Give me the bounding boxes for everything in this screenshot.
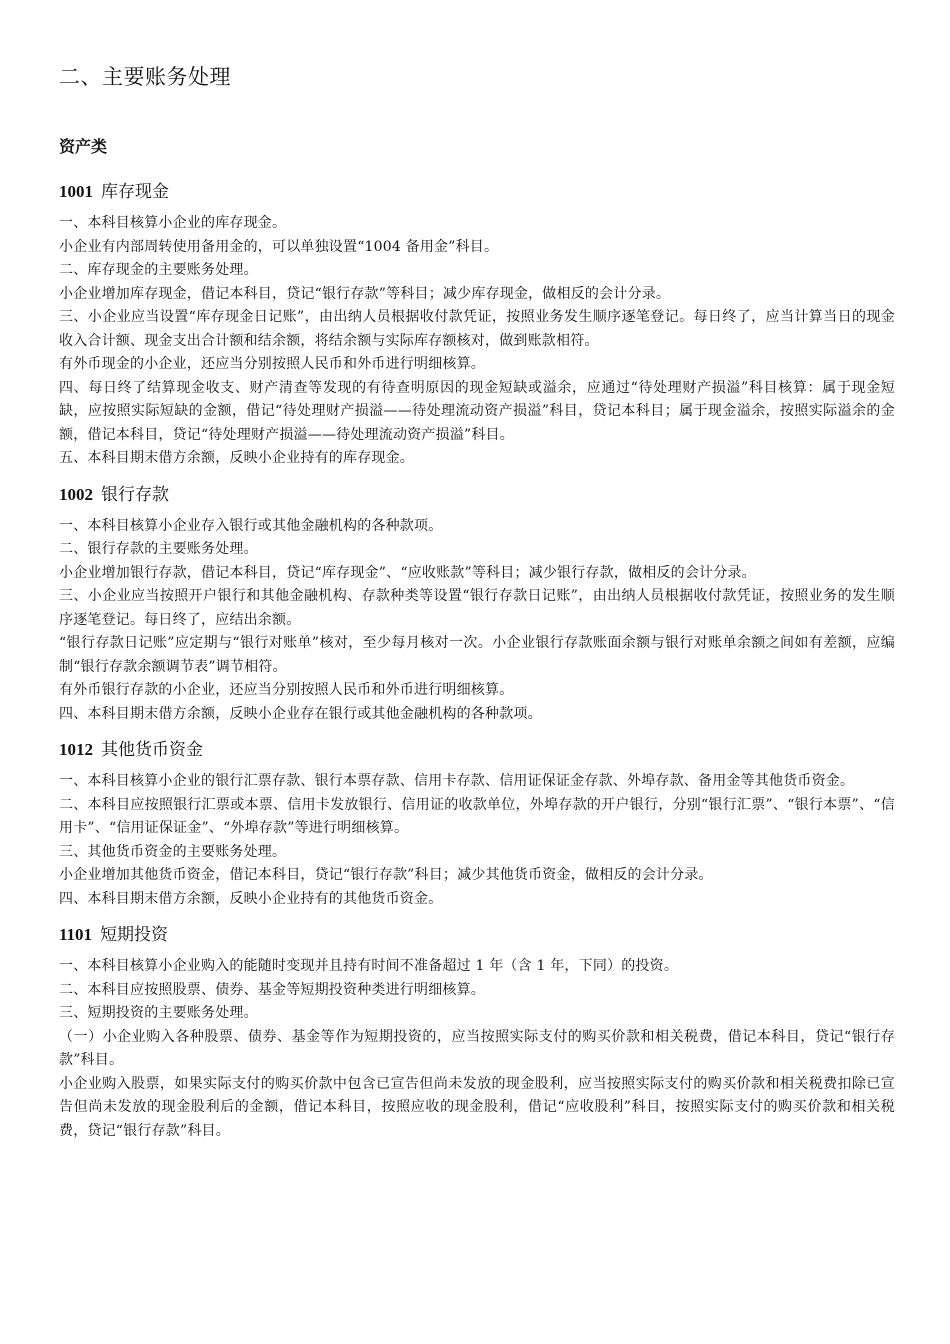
section-1001 — [59, 179, 895, 471]
account-name: 短期投资 — [100, 925, 169, 945]
section-title — [59, 179, 895, 205]
paragraph: 二、银行存款的主要账务处理。 — [59, 541, 258, 557]
section-1101 — [59, 922, 895, 1143]
paragraph: 三、小企业应当按照开户银行和其他金融机构、存款种类等设置“银行存款日记账”，由出纳人员根据收付款凭证，按照业务的发生顺序逐笔登记。每日终了，应结出余额。 — [59, 588, 895, 628]
paragraph: “银行存款日记账”应定期与“银行对账单”核对，至少每月核对一次。小企业银行存款账面余额与银行对账单余额之间如有差额，应编制“银行存款余额调节表”调节相符。 — [59, 635, 895, 675]
account-code: 1002 — [59, 484, 93, 504]
account-code: 1101 — [59, 925, 93, 944]
paragraph: 三、小企业应当设置“库存现金日记账”，由出纳人员根据收付款凭证，按照业务发生顺序逐笔登记。每日终了，应当计算当日的现金收入合计额、现金支出合计额和结余额，将结余额与实际库存额核对，做到账款相符。 — [59, 309, 895, 349]
paragraph: 二、本科目应按照银行汇票或本票、信用卡发放银行、信用证的收款单位，外埠存款的开户银行，分别“银行汇票”、“银行本票”、“信用卡”、“信用证保证金”、“外埠存款”等进行明细核算。 — [59, 796, 895, 836]
section-title — [59, 922, 895, 948]
account-name: 银行存款 — [101, 484, 169, 505]
category-heading: 资产类 — [59, 137, 108, 156]
section-1012 — [59, 737, 895, 911]
document-title: 二、主要账务处理 — [59, 65, 231, 89]
paragraph: 四、本科目期末借方余额，反映小企业存在银行或其他金融机构的各种款项。 — [59, 705, 542, 722]
paragraph: 小企业增加其他货币资金，借记本科目，贷记“银行存款”科目；减少其他货币资金，做相反的会计分录。 — [59, 867, 713, 883]
section-title — [59, 482, 895, 508]
section-title — [59, 737, 895, 763]
paragraph: 二、库存现金的主要账务处理。 — [59, 262, 258, 278]
paragraph: 小企业增加银行存款，借记本科目，贷记“库存现金”、“应收账款”等科目；减少银行存款，做相反的会计分录。 — [59, 564, 756, 581]
paragraph: 有外币银行存款的小企业，还应当分别按照人民币和外币进行明细核算。 — [59, 682, 514, 698]
paragraph: 四、本科目期末借方余额，反映小企业持有的其他货币资金。 — [59, 890, 443, 907]
paragraph: 四、每日终了结算现金收支、财产清查等发现的有待查明原因的现金短缺或溢余，应通过“待处理财产损溢”科目核算：属于现金短缺，应按照实际短缺的金额，借记“待处理财产损溢——待处理流动资产损溢”科目，贷记本科目；属于现金溢余，按照实际溢余的金额，借记本科目，贷记“待处理财产损溢——待处理流动资产损溢”科目。 — [59, 379, 895, 443]
paragraph: 一、本科目核算小企业的银行汇票存款、银行本票存款、信用卡存款、信用证保证金存款、外埠存款、备用金等其他货币资金。 — [59, 773, 855, 789]
paragraph: 一、本科目核算小企业购入的能随时变现并且持有时间不准备超过 1 年（含 1 年，下同）的投资。 — [59, 958, 679, 974]
account-name: 其他货币资金 — [101, 740, 203, 760]
paragraph: 小企业增加库存现金，借记本科目，贷记“银行存款”等科目；减少库存现金，做相反的会计分录。 — [59, 285, 671, 302]
paragraph: 一、本科目核算小企业的库存现金。 — [59, 215, 287, 231]
account-name: 库存现金 — [101, 182, 169, 202]
account-code: 1012 — [59, 740, 93, 759]
account-code: 1001 — [59, 182, 93, 201]
paragraph: 小企业有内部周转使用备用金的，可以单独设置“1004 备用金”科目。 — [59, 238, 499, 255]
paragraph: 小企业购入股票，如果实际支付的购买价款中包含已宣告但尚未发放的现金股利，应当按照实际支付的购买价款和相关税费扣除已宣告但尚未发放的现金股利后的金额，借记本科目，按照应收的现金股利，借记“应收股利”科目，按照实际支付的购买价款和相关税费，贷记“银行存款”科目。 — [59, 1075, 895, 1139]
paragraph: 一、本科目核算小企业存入银行或其他金融机构的各种款项。 — [59, 517, 443, 534]
document-page — [59, 62, 895, 1154]
paragraph: （一）小企业购入各种股票、债券、基金等作为短期投资的，应当按照实际支付的购买价款和相关税费，借记本科目，贷记“银行存款”科目。 — [59, 1028, 895, 1068]
paragraph: 二、本科目应按照股票、债券、基金等短期投资种类进行明细核算。 — [59, 981, 485, 998]
section-1002 — [59, 482, 895, 727]
paragraph: 有外币现金的小企业，还应当分别按照人民币和外币进行明细核算。 — [59, 356, 485, 372]
paragraph: 三、短期投资的主要账务处理。 — [59, 1005, 258, 1021]
paragraph: 五、本科目期末借方余额，反映小企业持有的库存现金。 — [59, 450, 414, 466]
paragraph: 三、其他货币资金的主要账务处理。 — [59, 843, 287, 860]
